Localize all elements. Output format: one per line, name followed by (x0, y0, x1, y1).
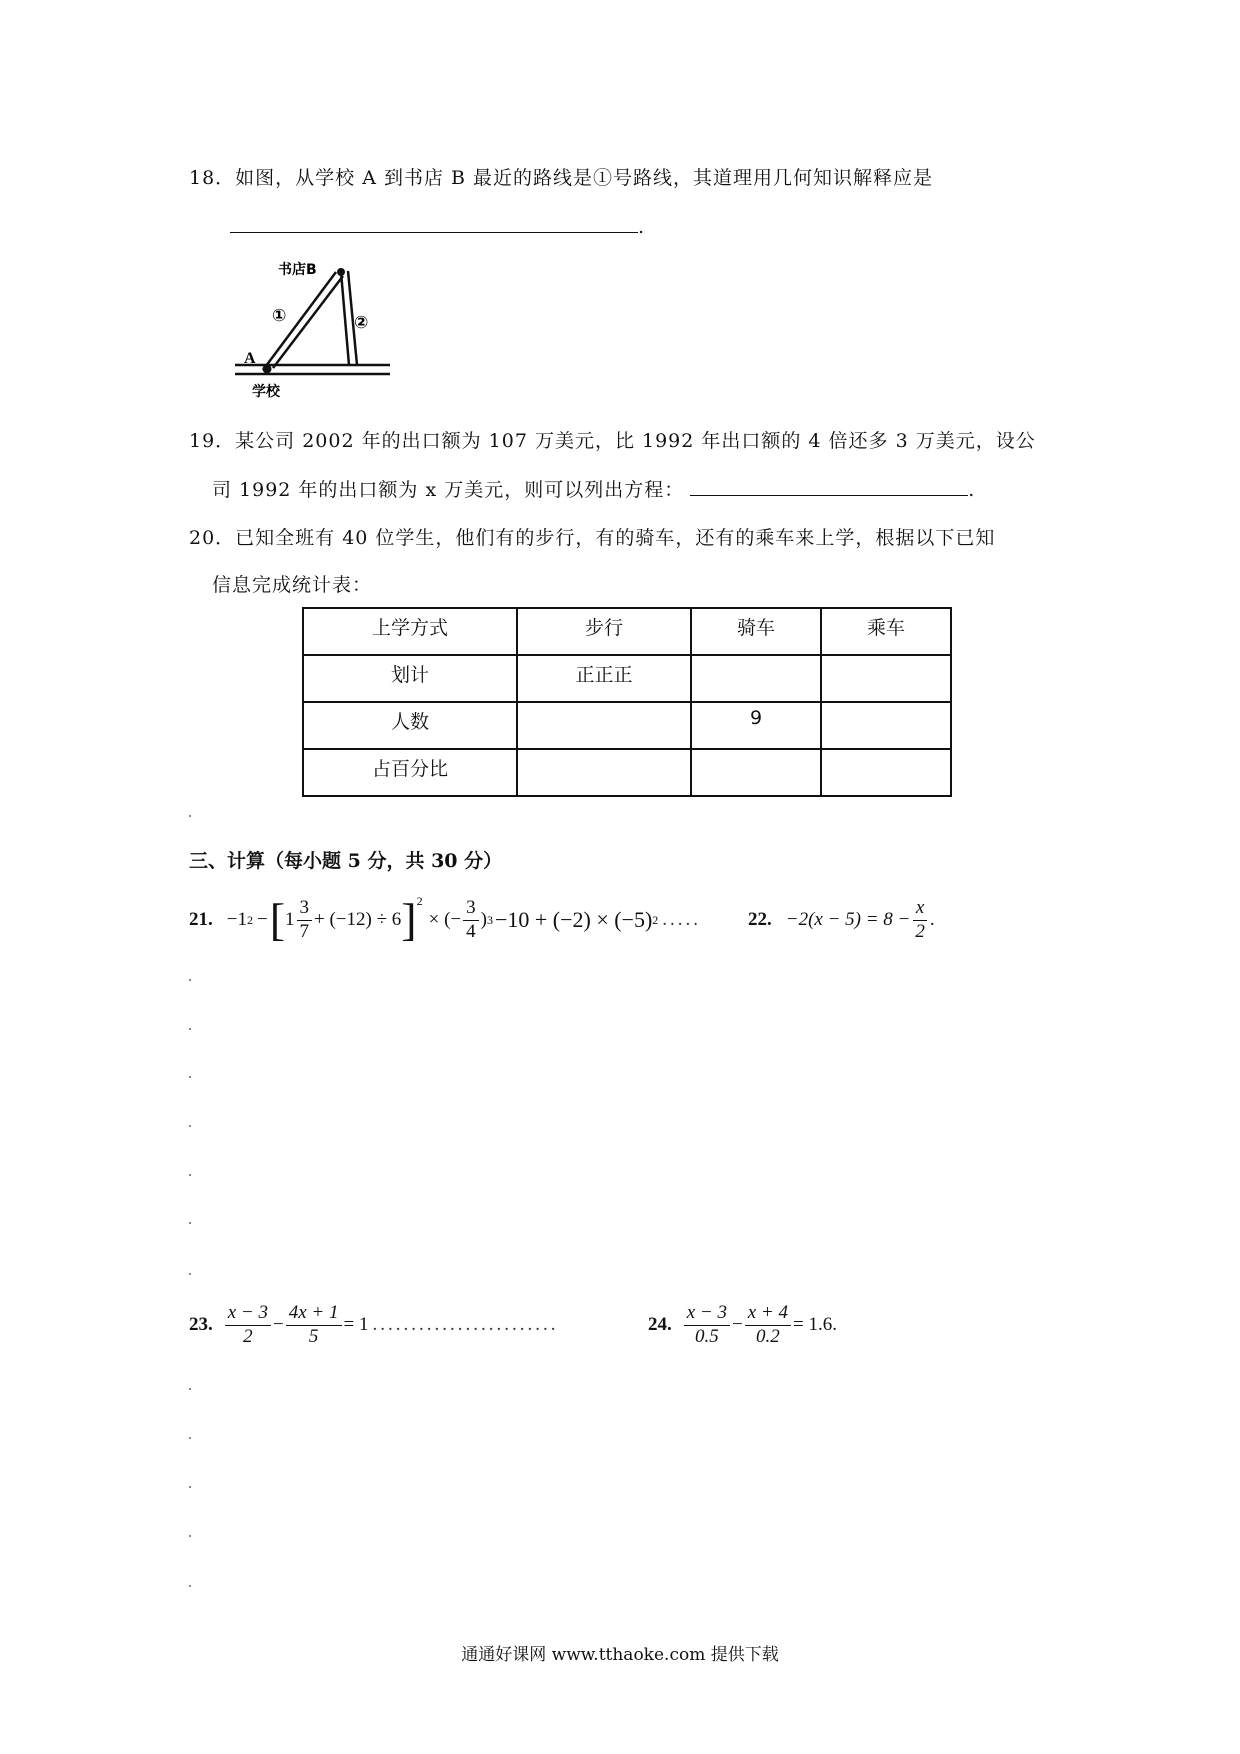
q21-bracket-exponent: 2 (416, 894, 423, 908)
q23-rhs: = 1 (343, 1314, 369, 1335)
q21-left-bracket: [ (269, 894, 286, 945)
margin-mark (189, 1174, 191, 1176)
q22 (748, 890, 935, 950)
label-school: 学校 (252, 384, 280, 400)
q21-fraction-2-num: 3 (463, 897, 479, 921)
table-header-cell: 上学方式 (303, 608, 517, 655)
margin-mark (189, 1125, 191, 1127)
q24-rhs: = 1.6 (793, 1314, 833, 1335)
table-row (303, 655, 951, 702)
q21-exponent-3: 3 (486, 912, 493, 927)
q21-fraction-1 (297, 897, 313, 944)
table-header-row (303, 608, 951, 655)
table-cell[interactable] (821, 702, 951, 749)
section-title: 三、计算（每小题 5 分，共 30 分） (189, 850, 503, 872)
table-header-cell: 骑车 (691, 608, 821, 655)
margin-mark (189, 1222, 191, 1224)
margin-mark (189, 1028, 191, 1030)
q18-blank[interactable] (230, 212, 638, 233)
q23-fraction-2 (286, 1302, 342, 1349)
q23-fraction-1-den: 2 (243, 1325, 253, 1347)
q22-fraction (912, 897, 928, 944)
q21-term-4: −10 + (−2) × (−5) (494, 907, 653, 932)
label-route-1: ① (272, 306, 287, 326)
margin-mark (189, 1388, 191, 1390)
q24-fraction-2 (745, 1302, 791, 1349)
q19-line1: 19．某公司 2002 年的出口额为 107 万美元，比 1992 年出口额的 4 倍还多 3 万美元，设公 (189, 430, 1036, 452)
q22-fraction-den: 2 (915, 920, 925, 942)
q23 (189, 1295, 558, 1355)
q18-text: 18．如图，从学校 A 到书店 B 最近的路线是①号路线，其道理用几何知识解释应是 (189, 167, 934, 189)
q22-equation: −2(x − 5) = 8 − (785, 909, 911, 930)
q23-fraction-2-num: 4x + 1 (286, 1302, 342, 1326)
q24-fraction-2-den: 0.2 (755, 1325, 780, 1347)
q23-fraction-1 (225, 1302, 271, 1349)
q21-right-bracket: ] (401, 894, 417, 945)
table-row (303, 702, 951, 749)
q24 (648, 1295, 837, 1355)
route-diagram (230, 258, 400, 408)
table-header-cell: 步行 (517, 608, 691, 655)
table-cell[interactable] (691, 749, 821, 796)
q19-line2 (212, 475, 975, 502)
q24-fraction-1 (684, 1302, 730, 1349)
margin-mark (189, 1273, 191, 1275)
q20-line2: 信息完成统计表： (212, 574, 373, 596)
margin-mark (189, 815, 191, 817)
q23-dots: ........................ (372, 1314, 559, 1335)
q23-minus: − (273, 1314, 284, 1335)
q18-answer-line (230, 212, 645, 238)
q18-period: . (638, 216, 646, 238)
table-cell: 正正正 (517, 655, 691, 702)
q22-number: 22. (748, 909, 772, 930)
q21-close-paren: ) (480, 909, 487, 930)
table-cell[interactable] (691, 655, 821, 702)
table-header-cell: 乘车 (821, 608, 951, 655)
q24-fraction-2-num: x + 4 (745, 1302, 791, 1326)
q21-term-2: + (−12) ÷ 6 (314, 909, 402, 930)
table-cell: 人数 (303, 702, 517, 749)
margin-mark (189, 1076, 191, 1078)
table-cell: 9 (691, 702, 821, 749)
q21-exponent-4: 2 (652, 912, 659, 927)
table-cell[interactable] (517, 702, 691, 749)
q24-fraction-1-num: x − 3 (684, 1302, 730, 1326)
table-cell[interactable] (821, 655, 951, 702)
label-bookstore: 书店B (278, 262, 317, 278)
q19-line2-text: 司 1992 年的出口额为 x 万美元，则可以列出方程： (212, 479, 685, 501)
q21-minus: − (256, 909, 268, 930)
margin-mark (189, 979, 191, 981)
q24-period: . (832, 1314, 837, 1335)
q21-dots: ..... (662, 909, 702, 930)
table-cell[interactable] (517, 749, 691, 796)
margin-mark (189, 1486, 191, 1488)
q24-minus: − (732, 1314, 743, 1335)
footer-source: 通通好课网 www.tthaoke.com 提供下载 (461, 1645, 779, 1665)
table-row (303, 749, 951, 796)
q23-fraction-1-num: x − 3 (225, 1302, 271, 1326)
q22-period: . (929, 909, 935, 930)
q23-fraction-2-den: 5 (308, 1325, 319, 1347)
route-diagram-svg (230, 258, 400, 408)
q21-whole: 1 (285, 909, 295, 930)
q24-fraction-1-den: 0.5 (695, 1325, 719, 1347)
label-point-a: A (244, 350, 256, 367)
margin-mark (189, 1535, 191, 1537)
q21 (189, 890, 701, 950)
statistics-table (302, 607, 952, 797)
table-cell[interactable] (821, 749, 951, 796)
margin-mark (189, 1437, 191, 1439)
q21-fraction-2-den: 4 (466, 920, 476, 942)
q21-fraction-1-den: 7 (299, 920, 310, 942)
table-cell: 划计 (303, 655, 517, 702)
q20-line1: 20．已知全班有 40 位学生，他们有的步行，有的骑车，还有的乘车来上学，根据以下已知 (189, 527, 996, 549)
q21-number: 21. (189, 909, 213, 930)
q24-number: 24. (648, 1314, 672, 1335)
q23-number: 23. (189, 1314, 213, 1335)
q19-period: . (968, 479, 976, 501)
q19-blank[interactable] (690, 475, 968, 496)
q21-term-3: × (− (428, 909, 462, 930)
q21-term: −1 (226, 909, 247, 930)
q21-exponent: 2 (246, 912, 253, 927)
q21-fraction-1-num: 3 (297, 897, 313, 921)
q22-fraction-num: x (913, 897, 927, 921)
q21-fraction-2 (463, 897, 479, 944)
label-route-2: ② (354, 313, 369, 333)
table-cell: 占百分比 (303, 749, 517, 796)
margin-mark (189, 1585, 191, 1587)
